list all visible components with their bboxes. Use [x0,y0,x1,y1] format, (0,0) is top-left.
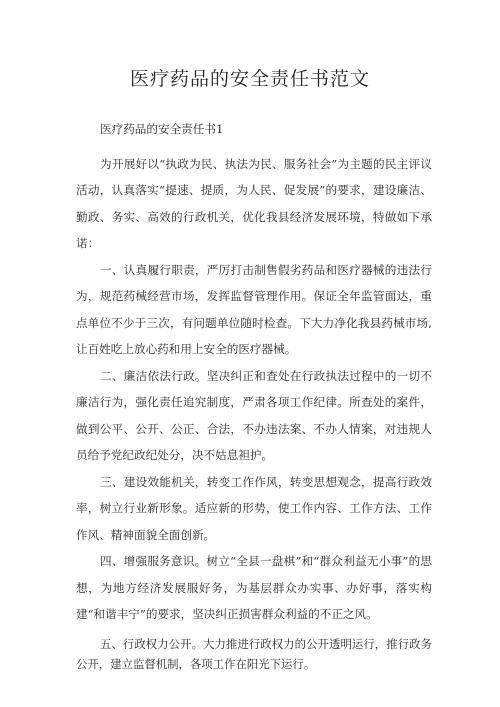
document-subheading: 医疗药品的安全责任书1 [100,122,224,136]
paragraph-item-5: 五、行政权力公开。大力推进行政权力的公开透明运行，推行政务公开，建立监督机制，各项工作在阳光下运行。 [76,636,432,671]
paragraph-intro: 为开展好以“执政为民、执法为民、服务社会”为主题的民主评议活动，认真落实“提速、提质，为人民、促发展”的要求，建设廉洁、勤政、务实、高效的行政机关，优化我县经济发展环境，特做如下承诺： [76,156,432,250]
paragraph-item-4: 四、增强服务意识。树立“全县一盘棋”和“群众利益无小事”的思想，为地方经济发展服好务，为基层群众办实事、办好事，落实构建“和谐丰宁”的要求，坚决纠正损害群众利益的不正之风。 [76,554,432,621]
document-title: 医疗药品的安全责任书范文 [129,68,370,90]
paragraph-item-1: 一、认真履行职责，严厉打击制售假劣药品和医疗器械的违法行为，规范药械经营市场，发挥监督管理作用。保证全年监管面达，重点单位不少于三次，有问题单位随时检查。下大力净化我县药械市场,让百姓吃上放心药和用上安全的医疗器械。 [76,262,432,356]
paragraph-item-3: 三、建设效能机关，转变工作作风，转变思想观念，提高行政效率，树立行业新形象。适应新的形势，使工作内容、工作方法、工作作风、精神面貌全面创新。 [76,474,432,542]
document-body [76,116,432,674]
paragraph-item-2: 二、廉洁依法行政。坚决纠正和查处在行政执法过程中的一切不廉洁行为，强化责任追究制度，严肃各项工作纪律。所查处的案件，做到公平、公开、公正、合法，不办违法案、不办人情案，对违规人员给予党纪政纪处分，决不姑息袒护。 [76,368,432,462]
